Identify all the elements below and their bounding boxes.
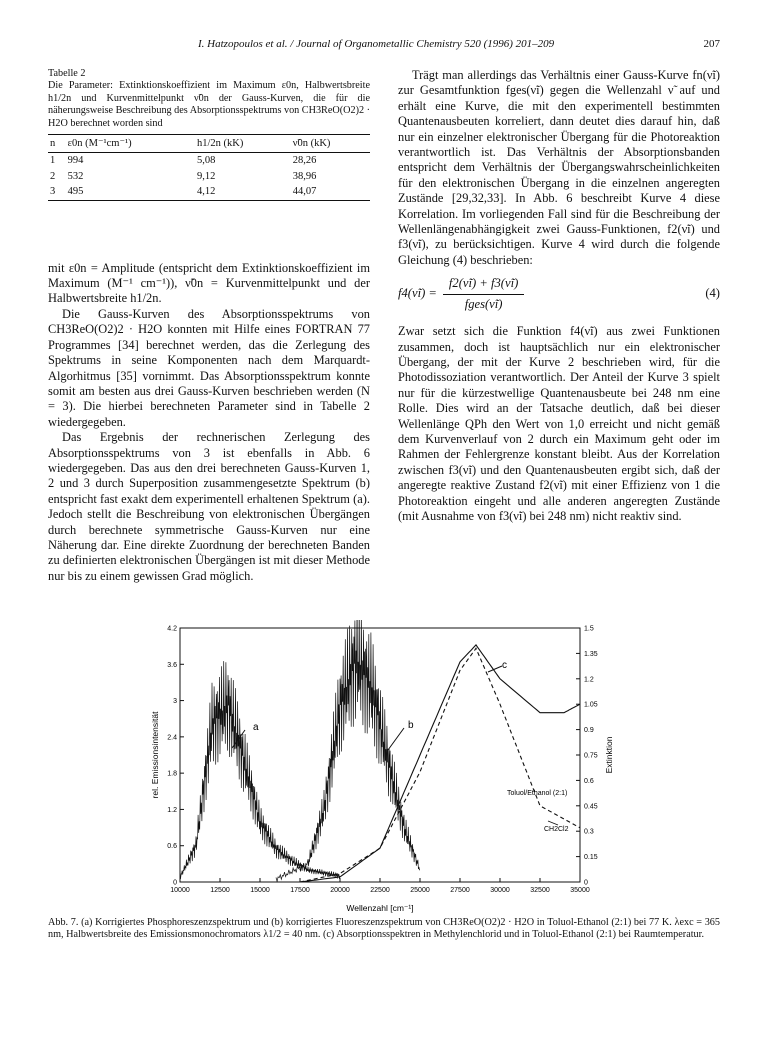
y-left-tick-label: 1.2	[167, 806, 177, 814]
table-cell: 1	[50, 155, 56, 167]
label-ch2cl2: CH2Cl2	[544, 826, 569, 833]
x-tick-label: 25000	[410, 887, 430, 894]
table-header: ν̃0n (kK)	[291, 135, 370, 153]
y-left-tick-label: 1.8	[167, 770, 177, 778]
y-right-tick-label: 1.2	[584, 676, 594, 684]
paragraph: Zwar setzt sich die Funktion f4(ν̃i) aus zwei Funktionen zusammen, doch ist hauptsächlich nur ein elektronischer Übergang, der mit der Kurve 2 beschrieben wird, für die Photodissoziation verantwortlich. Der Anteil der Kurve 3 spielt nur für die kürzestwellige Quantenausbeute bei 248 nm eine Rolle. Dies wird an der Tatsache deutlich, daß bei dieser Wellenlänge QPh den Wert von 1,0 erreicht und nicht gemäß dem Kurvenverlauf von 2 durch ein Maximum geht oder im Rahmen der Fehlergrenze konstant bleibt. Aus der Korrelation zwischen f3(ν̃i) und den Quantenausbeuten ergibt sich, daß der angeregte reaktive Zustand f2(ν̃i) mit einer Effizienz von 1 die Photoreaktion eingeht und alle anderen angeregten Zustände (mit Ausnahme von f3(ν̃i) bei 248 nm) nicht reaktiv sind.	[398, 324, 720, 523]
x-tick-label: 17500	[290, 887, 310, 894]
table-header: ε0n (M⁻¹cm⁻¹)	[66, 135, 195, 153]
table-header: n	[48, 135, 66, 153]
label-toluol: Toluol/Ethanol (2:1)	[507, 790, 568, 797]
y-left-tick-label: 0	[173, 879, 177, 887]
series-line-2	[276, 620, 420, 882]
table-cell: 532	[67, 170, 84, 182]
table-cell: 495	[66, 184, 195, 200]
plot-frame	[180, 628, 580, 882]
x-tick-label: 20000	[330, 887, 350, 894]
label-a: a	[253, 722, 259, 733]
y-right-tick-label: 0.3	[584, 828, 594, 836]
y-right-tick-label: 1.05	[584, 701, 598, 709]
table-row	[48, 153, 370, 169]
y-right-tick-label: 1.35	[584, 650, 598, 658]
table-cell: 9,12	[196, 170, 216, 182]
series-line-3	[300, 645, 580, 882]
y-right-tick-label: 0.6	[584, 777, 594, 785]
figure-caption: Abb. 7. (a) Korrigiertes Phosphoreszenzspektrum und (b) korrigiertes Fluoreszenzspektrum von CH3ReO(O2)2 · H2O in Toluol-Ethanol (2:1) bei 77 K. λexc = 365 nm, Halbwertsbreite des Emissionsmonochromators λ1/2 = 40 nm. (c) Absorptionsspektren in Methylenchlorid und in Toluol-Ethanol (2:1) bei Raumtemperatur.	[48, 917, 720, 941]
label-b: b	[408, 720, 414, 731]
table-cell: 44,07	[291, 184, 370, 200]
table-cell: 994	[67, 155, 84, 167]
equation-4	[398, 276, 720, 312]
y-right-tick-label: 0.75	[584, 752, 598, 760]
x-tick-label: 15000	[250, 887, 270, 894]
y-left-tick-label: 3	[173, 698, 177, 706]
x-axis-label: Wellenzahl [cm⁻¹]	[346, 903, 414, 913]
y-right-tick-label: 0.9	[584, 727, 594, 735]
table-row	[48, 184, 370, 200]
equation-lhs: f4(ν̃i) =	[398, 286, 437, 301]
table-cell: 28,26	[292, 155, 317, 167]
table-cell: 5,08	[196, 155, 216, 167]
left-column	[48, 68, 370, 584]
table-caption-text: Die Parameter: Extinktionskoeffizient im Maximum ε0n, Halbwertsbreite h1/2n und Kurvenmittelpunkt ν̃0n der Gauss-Kurven, die für die näherungsweise Beschreibung des Absorptionsspektrums von CH3ReO(O2)2 · H2O berechnet worden sind	[48, 80, 370, 129]
y-right-tick-label: 0.15	[584, 854, 598, 862]
table-title: Tabelle 2	[48, 68, 86, 79]
figure-7	[150, 620, 618, 920]
y-right-tick-label: 1.5	[584, 625, 594, 633]
y-left-tick-label: 3.6	[167, 661, 177, 669]
series-line-4	[300, 648, 580, 882]
figure-chart	[150, 620, 618, 920]
x-tick-label: 32500	[530, 887, 550, 894]
equation-number: (4)	[705, 286, 720, 301]
table-caption	[48, 68, 370, 130]
y-right-tick-label: 0.45	[584, 803, 598, 811]
x-tick-label: 27500	[450, 887, 470, 894]
paragraph: Die Gauss-Kurven des Absorptionsspektrums von CH3ReO(O2)2 · H2O konnten mit Hilfe eines FORTRAN 77 Programmes [34] berechnet werden, das die Zerlegung des Spektrums in seine Komponenten nach dem Marquardt-Algorhitmus [35] vornimmt. Das Absorptionsspektrum konnte somit am besten aus drei Gauss-Kurven beschrieben werden (N = 3). Die hierbei berechneten Parameter sind in Tabelle 2 wiedergegeben.	[48, 306, 370, 429]
x-tick-label: 10000	[170, 887, 190, 894]
table-cell: 38,96	[292, 170, 317, 182]
equation-numerator: f2(ν̃i) + f3(ν̃i)	[443, 276, 524, 294]
y-axis-left-label: rel. Emissionsintensität	[150, 711, 160, 799]
page-number: 207	[703, 38, 720, 50]
table-header: h1/2n (kK)	[195, 135, 291, 153]
y-axis-right-label: Extinktion	[604, 736, 614, 774]
right-column	[398, 68, 720, 524]
y-left-tick-label: 2.4	[167, 734, 177, 742]
paragraph: mit ε0n = Amplitude (entspricht dem Extinktionskoeffizient im Maximum (M⁻¹ cm⁻¹)), ν̃0n = Kurvenmittelpunkt und der Halbwertsbreite h1/2n.	[48, 260, 370, 306]
y-left-tick-label: 4.2	[167, 625, 177, 633]
y-right-tick-label: 0	[584, 879, 588, 887]
table-row	[48, 169, 370, 184]
table-cell: 3	[48, 184, 66, 200]
paragraph: Das Ergebnis der rechnerischen Zerlegung des Absorptionsspektrums von 3 ist ebenfalls in Abb. 6 wiedergegeben. Das aus den drei berechneten Gauss-Kurven 1, 2 und 3 durch Superposition zusammengesetzte Spektrum (b) entspricht fast exakt dem experimentell erhaltenen Spektrum (a). Jedoch stellt die Beschreibung von elektronischen Übergängen durch berechnete symmetrische Gauss-Kurven nur eine Näherung dar. Eine direkte Zuordnung der berechneten Banden zu definierten elektronischen Übergängen ist mit dieser Methode nur bis zu einem gewissen Grad möglich.	[48, 430, 370, 583]
x-tick-label: 35000	[570, 887, 590, 894]
label-c: c	[502, 660, 507, 671]
x-tick-label: 30000	[490, 887, 510, 894]
x-tick-label: 12500	[210, 887, 230, 894]
table-cell: 4,12	[195, 184, 291, 200]
table-header-row	[48, 135, 370, 153]
equation-denominator: fges(ν̃i)	[464, 296, 503, 311]
label-ch2cl2-leader	[548, 821, 558, 825]
table-cell: 2	[50, 170, 56, 182]
y-left-tick-label: 0.6	[167, 843, 177, 851]
paragraph: Trägt man allerdings das Verhältnis einer Gauss-Kurve fn(ν̃i) zur Gesamtfunktion fges(ν̃i) gegen die Wellenzahl ν̃ auf und erhält eine Kurve, die mit den experimentell bestimmten Quantenausbeuten korreliert, dann deutet dies darauf hin, daß nur ein einzelner elektronischer Übergang für die Photoreaktion verantwortlich ist. Das Verhältnis der Absorptionsbanden entspricht dem Verhältnis der Übergangswahrscheinlichkeiten für den elektronischen Übergang in die einzelnen angeregten Zustände [29,32,33]. In Abb. 6 beschreibt Kurve 4 diese Korrelation. Im vorliegenden Fall sind für die Beschreibung der Wellenlängenabhängigkeit zwei Gauss-Funktionen, f2(ν̃i) und f3(ν̃i), zu berücksichtigen. Kurve 4 wird durch die folgende Gleichung (4) beschrieben:	[398, 68, 720, 267]
table-2	[48, 134, 370, 201]
label-b-leader	[388, 728, 404, 750]
x-tick-label: 22500	[370, 887, 390, 894]
running-head: I. Hatzopoulos et al. / Journal of Organometallic Chemistry 520 (1996) 201–209	[198, 38, 555, 50]
